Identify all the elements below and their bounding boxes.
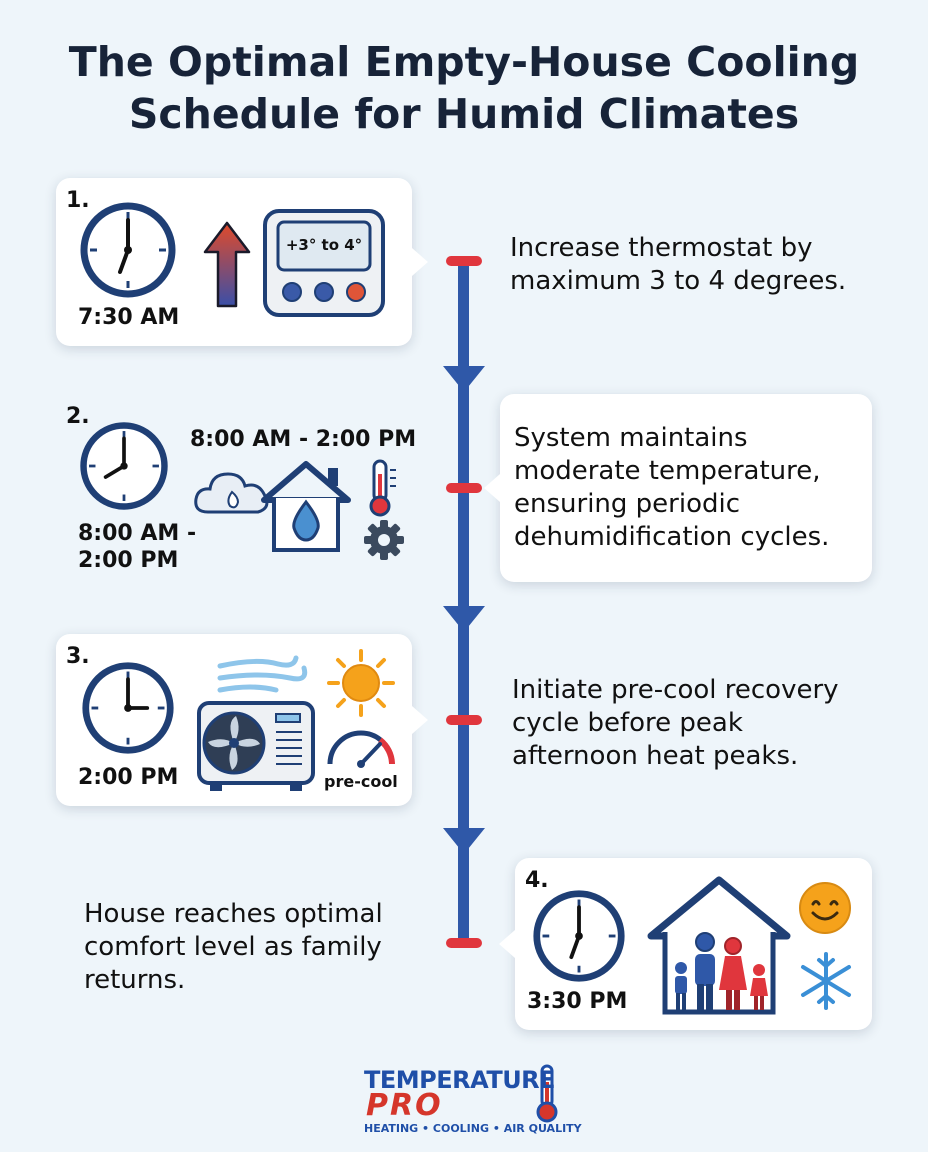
arrow-up-icon [202,220,252,310]
gear-icon [362,518,406,562]
step-4-time: 3:30 PM [527,989,628,1014]
thermometer-icon [366,458,402,518]
clock-icon [80,660,176,756]
step-4-number: 4. [525,868,549,893]
step-2-description: System maintains moderate temperature, ensuring periodic dehumidification cycles. [514,423,830,552]
timeline-arrow-2 [443,606,485,632]
thermostat-icon [262,208,386,318]
step-3-card [56,634,412,806]
title-line-1: The Optimal Empty-House Cooling [68,38,860,86]
gauge-label: pre-cool [324,772,398,791]
step-3-time: 2:00 PM [78,765,179,790]
wind-icon [216,652,312,696]
snowflake-icon [795,950,857,1012]
brand-logo [360,1062,582,1138]
step-2-number: 2. [66,404,90,429]
sun-icon [326,648,396,718]
logo-line-2: PRO [366,1088,443,1123]
title-line-2: Schedule for Humid Climates [128,90,800,138]
logo-tagline: HEATING • COOLING • AIR QUALITY [364,1122,582,1135]
timeline-marker-4 [446,938,482,948]
step-1-description: Increase thermostat by maximum 3 to 4 degrees. [510,233,847,296]
timeline-marker-1 [446,256,482,266]
thermostat-display: +3° to 4° [285,236,363,254]
clock-icon [531,888,627,984]
step-4-description: House reaches optimal comfort level as family returns. [84,899,383,995]
logo-line-1: TEMPERATURE [364,1066,556,1094]
timeline-arrow-1 [443,366,485,392]
step-2-time-header: 8:00 AM - 2:00 PM [190,427,417,452]
house-droplet-icon [256,458,356,554]
timeline-arrow-3 [443,828,485,854]
clock-icon [78,200,178,300]
step-1-time: 7:30 AM [78,305,180,330]
step-1-card [56,178,412,346]
ac-unit-icon [196,700,316,794]
step-2-card [500,394,872,582]
step-1-number: 1. [66,188,90,213]
house-family-icon [645,872,793,1022]
step-3-description: Initiate pre-cool recovery cycle before peak afternoon heat peaks. [512,675,839,771]
step-2-time: 8:00 AM - 2:00 PM [78,521,197,573]
clock-icon [78,420,170,512]
gauge-icon [324,724,398,768]
step-4-card [515,858,872,1030]
timeline-marker-3 [446,715,482,725]
smiley-icon [797,880,853,936]
timeline-marker-2 [446,483,482,493]
step-3-number: 3. [66,644,90,669]
